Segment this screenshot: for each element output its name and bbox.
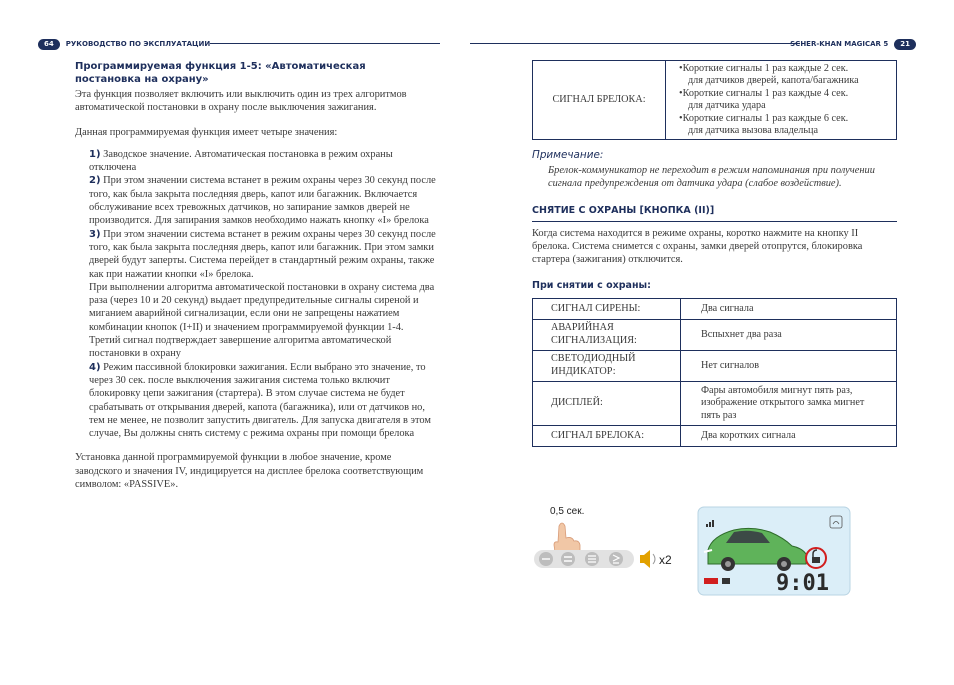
left-header-title: РУКОВОДСТВО ПО ЭКСПЛУАТАЦИИ — [65, 40, 211, 48]
section-divider — [532, 221, 897, 222]
disarm-illustration — [532, 502, 862, 598]
header-rule-right — [470, 43, 800, 44]
header-rule-left — [210, 43, 440, 44]
disarm-section-title: СНЯТИЕ С ОХРАНЫ [КНОПКА (II)] — [532, 205, 715, 217]
press-time-label: 0,5 сек. — [550, 506, 585, 517]
fob-signal-label: СИГНАЛ БРЕЛОКА: — [533, 61, 666, 140]
left-page-number: 64 — [38, 39, 60, 50]
note-title: Примечание: — [532, 149, 604, 162]
fob-signal-table — [532, 60, 897, 140]
left-page-header — [38, 37, 210, 51]
right-page-number: 21 — [894, 39, 916, 50]
list-item: 1) Заводское значение. Автоматическая постановка в режим охраны отключена — [89, 148, 393, 174]
disarm-paragraph: Когда система находится в режиме охраны, коротко нажмите на кнопку II брелока. Система снимется с охраны, замки дверей отопрутся, блокировка стартера (зажигания) отключится. — [532, 227, 863, 266]
table-row — [533, 61, 897, 140]
left-page-content — [75, 60, 437, 491]
list-item: 2) При этом значении система встанет в режим охраны через 30 секунд после того, как была закрыта последняя дверь, капот или багажник. Включается обслуживание всех тревожных датчиков, но запирание замков дверей не производится. Для запирания замков необходимо нажать кнопку «I» брелока — [89, 175, 436, 227]
table-row: СИГНАЛ СИРЕНЫ: Два сигнала — [533, 298, 897, 319]
function-title: Программируемая функция 1-5: «Автоматическая постановка на охрану» — [75, 61, 366, 85]
red-indicator — [704, 578, 718, 584]
list-item: 3) При этом значении система встанет в режим охраны через 30 секунд после того, как была закрыта последняя дверь, капот или багажник. При этом замки дверей будут заперты. Система перейдет в стандартный режим охраны, также как при нажатии кнопки «I» брелока. — [89, 228, 436, 280]
beep-count: x2 — [659, 553, 672, 567]
list-item-continuation: При выполнении алгоритма автоматической постановки в охрану система два раза (через 10 и 20 секунд) выдает предупредительные сигналы сиреной и миганием аварийной сигнализации, если они не запрещены нажатием комбинации кнопок (I+II) и значением программируемой функции 1-4. Третий сигнал подтверждает завершение алгоритма автоматической постановки в охрану — [89, 281, 435, 360]
right-page-content — [532, 60, 897, 447]
table-row: АВАРИЙНАЯ СИГНАЛИЗАЦИЯ: Вспыхнет два раза — [533, 319, 897, 350]
when-disarmed-title: При снятии с охраны: — [532, 279, 651, 291]
fob-signal-values: •Короткие сигналы 1 раз каждые 2 сек. для датчиков дверей, капота/багажника •Короткие сигналы 1 раз каждые 4 сек. для датчика удара •Короткие сигналы 1 раз каждые 6 сек. для датчика вызова владельца — [666, 61, 897, 140]
values-intro: Данная программируемая функция имеет четыре значения: — [75, 126, 338, 138]
lcd-clock: 9:01 — [776, 571, 829, 596]
outro-paragraph: Установка данной программируемой функции в любое значение, кроме заводского и значения IV, индицируется на дисплее брелока соответствующим символом: «PASSIVE». — [75, 452, 424, 491]
table-row: ДИСПЛЕЙ: Фары автомобиля мигнут пять раз, изображение открытого замка мигнет пять раз — [533, 381, 897, 425]
speaker-icon — [640, 550, 655, 568]
fob-button-2 — [561, 552, 575, 566]
right-page-header — [790, 37, 916, 51]
list-item: 4) Режим пассивной блокировки зажигания. Если выбрано это значение, то через 30 сек. после выключения зажигания система только включит блокировку цепи зажигания (стартера). В этом случае система не будет срабатывать от открывания дверей, капота (багажника), или от датчиков но, тем не менее, не позволит запустить двигатель. Для запуска двигателя в этом случае, Вы должны снять систему с режима охраны при помощи брелока — [89, 361, 431, 440]
table-row: СИГНАЛ БРЕЛОКА: Два коротких сигнала — [533, 425, 897, 446]
note-text: Брелок-коммуникатор не переходит в режим напоминания при получении сигнала предупреждения от датчика удара (слабое воздействие). — [548, 164, 875, 190]
intro-paragraph: Эта функция позволяет включить или выключить один из трех алгоритмов автоматической постановки в охрану после выключения зажигания. — [75, 89, 407, 114]
small-indicator — [722, 578, 730, 584]
right-header-title: SCHER-KHAN MAGICAR 5 — [790, 40, 889, 48]
table-row: СВЕТОДИОДНЫЙ ИНДИКАТОР: Нет сигналов — [533, 350, 897, 381]
disarm-signals-table — [532, 298, 897, 447]
